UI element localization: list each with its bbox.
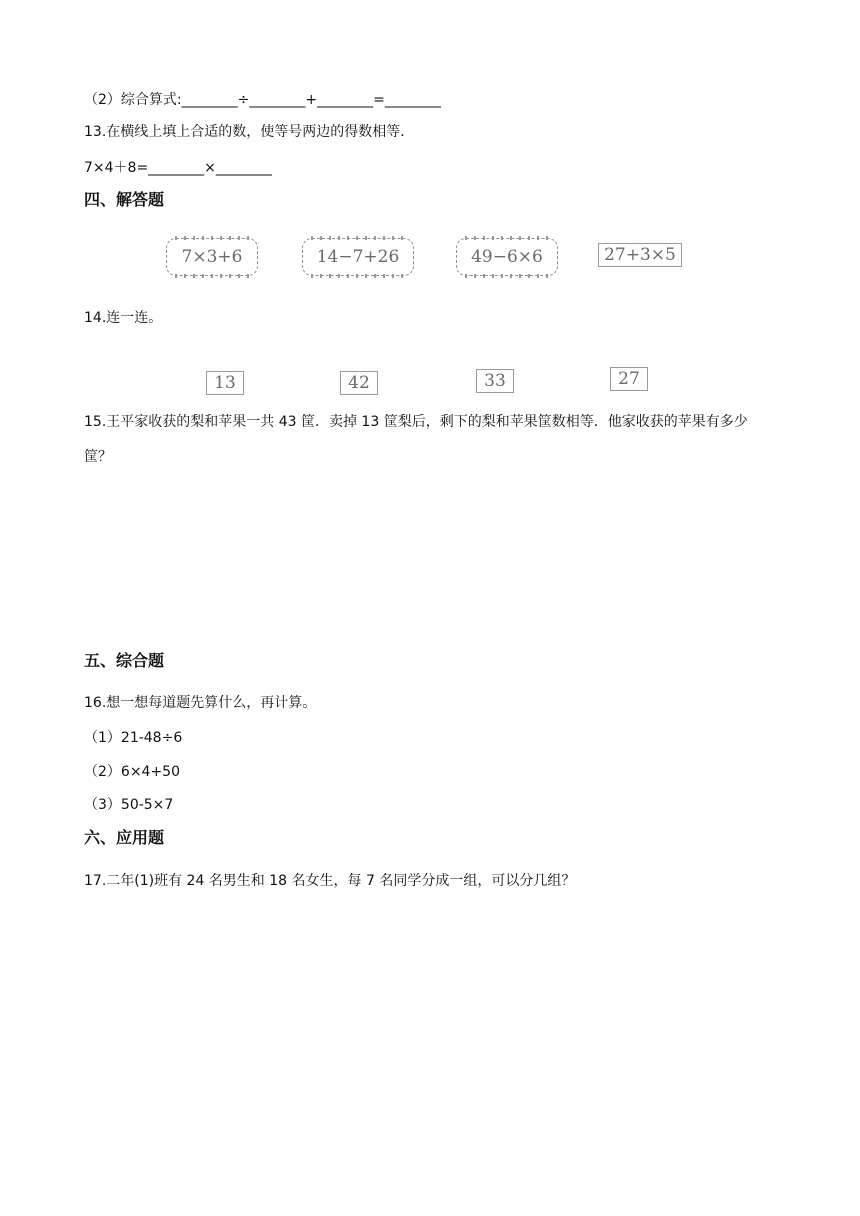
q16-item-1: （1）21-48÷6 — [84, 730, 183, 746]
section-4-heading: 四、解答题 — [84, 190, 165, 209]
answer-box-13: 13 — [206, 371, 244, 395]
q13-prompt: 13.在横线上填上合适的数，使等号两边的得数相等. — [84, 124, 405, 140]
answer-box-27: 27 — [610, 367, 648, 391]
answer-box-33: 33 — [476, 369, 514, 393]
q14-prompt: 14.连一连。 — [84, 310, 163, 326]
answer-box-42: 42 — [340, 371, 378, 395]
expression-card-4: 27+3×5 — [598, 243, 682, 267]
q17-prompt: 17.二年(1)班有 24 名男生和 18 名女生，每 7 名同学分成一组，可以分几组？ — [84, 873, 576, 889]
section-5-heading: 五、综合题 — [84, 651, 165, 670]
q13-equation: 7×4＋8=________×________ — [84, 160, 272, 176]
q15-line-2: 筐？ — [84, 449, 112, 465]
expression-card-2: 14−7+26 — [302, 238, 414, 276]
q12-part2-formula: （2）综合算式:________÷________+________=________ — [84, 92, 441, 108]
q16-prompt: 16.想一想每道题先算什么，再计算。 — [84, 695, 317, 711]
q16-item-3: （3）50-5×7 — [84, 797, 174, 813]
section-6-heading: 六、应用题 — [84, 828, 165, 847]
q15-line-1: 15.王平家收获的梨和苹果一共 43 筐．卖掉 13 筐梨后，剩下的梨和苹果筐数相等．他家收获的苹果有多少 — [84, 414, 748, 430]
expression-card-3: 49−6×6 — [456, 238, 558, 276]
expression-card-1: 7×3+6 — [166, 238, 258, 276]
q16-item-2: （2）6×4+50 — [84, 764, 180, 780]
